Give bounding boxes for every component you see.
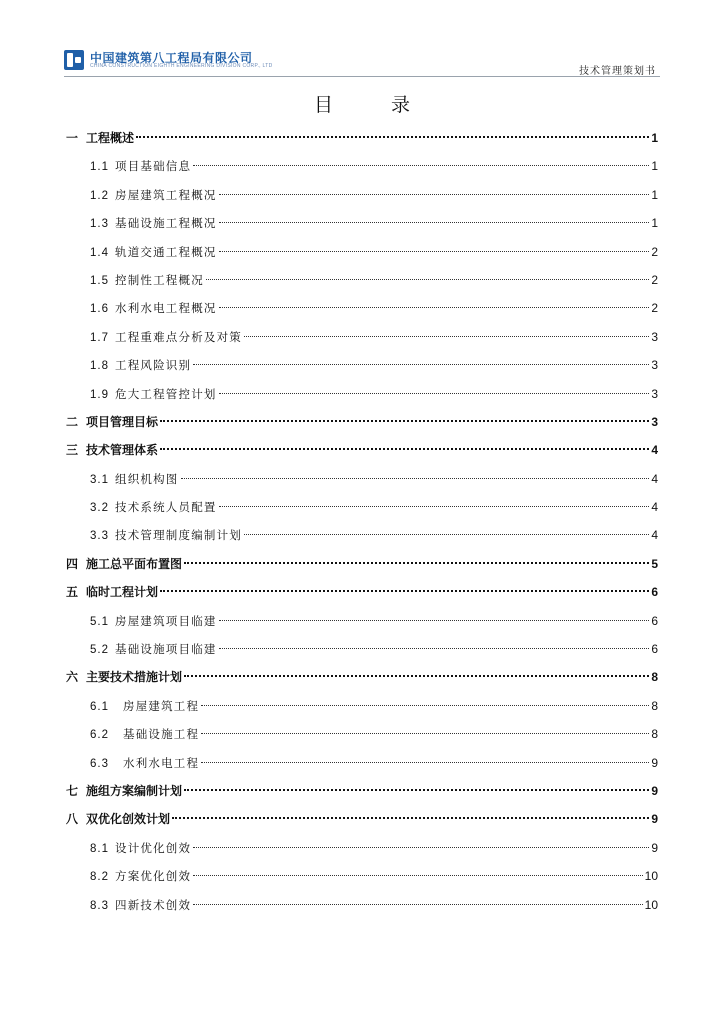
dot-leader [244, 336, 649, 337]
toc-entry-number: 6.3 [90, 757, 109, 770]
toc-entry-chapter[interactable] [66, 408, 658, 436]
toc-entry-page: 9 [651, 783, 658, 798]
toc-entry-number: 五 [66, 585, 79, 600]
toc-entry-page: 1 [651, 131, 658, 145]
toc-entry-title: 双优化创效计划 [86, 812, 171, 827]
toc-entry-title: 技术管理制度编制计划 [115, 528, 242, 543]
dot-leader [136, 136, 649, 138]
toc-entry-chapter[interactable] [66, 777, 658, 805]
toc-entry-section[interactable] [66, 351, 658, 379]
toc-entry-title: 工程风险识别 [115, 358, 192, 373]
toc-entry-title: 组织机构图 [115, 471, 179, 486]
toc-entry-page: 4 [651, 528, 658, 543]
toc-entry-section[interactable] [66, 493, 658, 521]
toc-entry-title: 施组方案编制计划 [86, 783, 183, 798]
toc-entry-title: 技术管理体系 [86, 443, 159, 458]
toc-entry-chapter[interactable] [66, 124, 658, 152]
toc-entry-number: 四 [66, 556, 79, 571]
toc-entry-title: 主要技术措施计划 [86, 670, 183, 685]
toc-entry-section[interactable] [66, 238, 658, 266]
toc-entry-number: 1.5 [90, 274, 109, 287]
toc-entry-title: 房屋建筑工程 [123, 698, 200, 713]
company-name: 中国建筑第八工程局有限公司 [90, 51, 253, 65]
toc-entry-number: 8.3 [90, 899, 109, 912]
toc-entry-chapter[interactable] [66, 436, 658, 464]
toc-entry-title: 水利水电工程概况 [115, 301, 217, 316]
document-title: 技术管理策划书 [579, 66, 656, 77]
toc-entry-number: 七 [66, 783, 79, 798]
toc-entry-number: 8.2 [90, 871, 109, 884]
dot-leader [206, 279, 649, 280]
toc-entry-page: 2 [651, 301, 658, 316]
page-header [64, 48, 660, 77]
dot-leader [219, 194, 650, 195]
toc-entry-section[interactable] [66, 635, 658, 663]
dot-leader [172, 817, 649, 819]
dot-leader [219, 620, 650, 621]
toc-entry-page: 2 [651, 272, 658, 287]
toc-entry-section[interactable] [66, 266, 658, 294]
dot-leader [193, 904, 642, 905]
toc-entry-section[interactable] [66, 323, 658, 351]
toc-entry-title: 基础设施工程概况 [115, 216, 217, 231]
toc-entry-section[interactable] [66, 749, 658, 777]
toc-entry-page: 8 [651, 698, 658, 713]
toc-entry-number: 3.3 [90, 530, 109, 543]
dot-leader [184, 675, 649, 677]
toc-entry-section[interactable] [66, 465, 658, 493]
toc-entry-chapter[interactable] [66, 663, 658, 691]
dot-leader [201, 762, 649, 763]
dot-leader [160, 420, 649, 422]
toc-entry-page: 6 [651, 642, 658, 657]
toc-entry-page: 4 [651, 500, 658, 515]
toc-entry-page: 8 [651, 670, 658, 685]
toc-entry-title: 房屋建筑工程概况 [115, 187, 217, 202]
toc-entry-section[interactable] [66, 152, 658, 180]
toc-entry-number: 1.8 [90, 360, 109, 373]
toc-entry-page: 3 [651, 329, 658, 344]
toc-entry-number: 8.1 [90, 842, 109, 855]
toc-entry-title: 四新技术创效 [115, 897, 192, 912]
toc-entry-number: 6.2 [90, 729, 109, 742]
toc-entry-title: 轨道交通工程概况 [115, 244, 217, 259]
toc-entry-page: 1 [651, 187, 658, 202]
toc-entry-section[interactable] [66, 181, 658, 209]
toc-entry-number: 一 [66, 131, 79, 145]
toc-entry-number: 1.2 [90, 189, 109, 202]
toc-entry-page: 1 [651, 216, 658, 231]
toc-entry-number: 1.1 [90, 161, 109, 174]
toc-entry-section[interactable] [66, 209, 658, 237]
toc-entry-number: 1.7 [90, 331, 109, 344]
toc-entry-number: 1.3 [90, 218, 109, 231]
company-logo-icon [64, 50, 84, 70]
toc-entry-title: 方案优化创效 [115, 869, 192, 884]
dot-leader [201, 705, 649, 706]
toc-entry-page: 3 [651, 386, 658, 401]
toc-entry-number: 二 [66, 414, 79, 429]
toc-entry-chapter[interactable] [66, 578, 658, 606]
toc-entry-title: 基础设施项目临建 [115, 642, 217, 657]
toc-entry-page: 6 [651, 613, 658, 628]
toc-entry-section[interactable] [66, 862, 658, 890]
toc-entry-chapter[interactable] [66, 805, 658, 833]
toc-entry-page: 5 [651, 556, 658, 571]
dot-leader [160, 448, 649, 450]
toc-entry-number: 5.1 [90, 615, 109, 628]
toc-entry-title: 项目基础信息 [115, 159, 192, 174]
toc-entry-section[interactable] [66, 720, 658, 748]
dot-leader [193, 165, 649, 166]
company-name-en: CHINA CONSTRUCTION EIGHTH ENGINEERING DIVISION CORP., LTD [90, 63, 273, 69]
dot-leader [193, 847, 649, 848]
toc-entry-section[interactable] [66, 834, 658, 862]
toc-entry-section[interactable] [66, 891, 658, 919]
toc-entry-title: 房屋建筑项目临建 [115, 613, 217, 628]
toc-entry-page: 6 [651, 585, 658, 600]
toc-entry-section[interactable] [66, 380, 658, 408]
toc-entry-number: 5.2 [90, 644, 109, 657]
toc-entry-page: 1 [651, 159, 658, 174]
toc-entry-title: 工程概述 [86, 131, 135, 145]
toc-entry-section[interactable] [66, 521, 658, 549]
toc-entry-title: 施工总平面布置图 [86, 556, 183, 571]
dot-leader [193, 875, 642, 876]
toc-entry-title: 危大工程管控计划 [115, 386, 217, 401]
toc-entry-title: 控制性工程概况 [115, 272, 204, 287]
toc-entry-title: 工程重难点分析及对策 [115, 329, 242, 344]
toc-entry-title: 基础设施工程 [123, 727, 200, 742]
dot-leader [160, 590, 649, 592]
dot-leader [181, 478, 650, 479]
toc-entry-page: 9 [651, 755, 658, 770]
toc-entry-page: 3 [651, 414, 658, 429]
toc-entry-title: 技术系统人员配置 [115, 500, 217, 515]
dot-leader [219, 506, 650, 507]
dot-leader [219, 648, 650, 649]
toc-entry-number: 1.4 [90, 246, 109, 259]
toc-entry-section[interactable] [66, 294, 658, 322]
toc-entry-number: 1.6 [90, 303, 109, 316]
dot-leader [244, 534, 649, 535]
toc-entry-page: 10 [644, 869, 658, 884]
dot-leader [193, 364, 649, 365]
toc-entry-section[interactable] [66, 607, 658, 635]
toc-entry-number: 三 [66, 443, 79, 458]
toc-entry-page: 8 [651, 727, 658, 742]
toc-entry-page: 3 [651, 358, 658, 373]
dot-leader [219, 251, 650, 252]
dot-leader [201, 733, 649, 734]
toc-entry-number: 6.1 [90, 700, 109, 713]
toc-entry-number: 1.9 [90, 388, 109, 401]
toc-entry-page: 9 [651, 812, 658, 827]
toc-entry-title: 项目管理目标 [86, 414, 159, 429]
toc-entry-title: 水利水电工程 [123, 755, 200, 770]
toc-entry-section[interactable] [66, 692, 658, 720]
toc-entry-page: 2 [651, 244, 658, 259]
dot-leader [184, 562, 649, 564]
toc-entry-number: 3.1 [90, 473, 109, 486]
toc-entry-title: 设计优化创效 [115, 840, 192, 855]
toc-entry-title: 临时工程计划 [86, 585, 159, 600]
toc-entry-page: 10 [644, 897, 658, 912]
toc-entry-page: 9 [651, 840, 658, 855]
toc-entry-page: 4 [651, 443, 658, 458]
toc-entry-number: 六 [66, 670, 79, 685]
toc-entry-page: 4 [651, 471, 658, 486]
toc-heading: 目 录 [313, 94, 437, 116]
table-of-contents [66, 124, 658, 919]
dot-leader [219, 393, 650, 394]
toc-entry-chapter[interactable] [66, 550, 658, 578]
toc-entry-number: 八 [66, 812, 79, 827]
dot-leader [219, 307, 650, 308]
dot-leader [219, 222, 650, 223]
dot-leader [184, 789, 649, 791]
toc-entry-number: 3.2 [90, 502, 109, 515]
